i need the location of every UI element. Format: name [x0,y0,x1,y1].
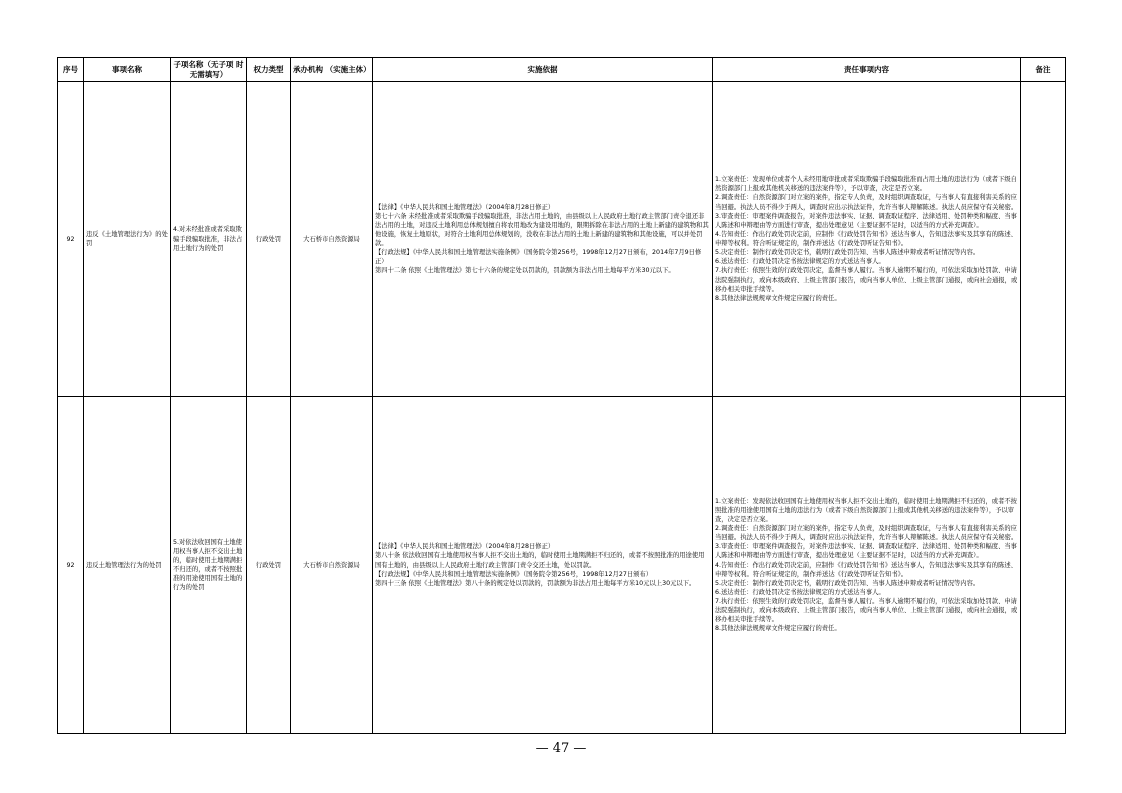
header-remarks: 备注 [1021,58,1066,82]
header-organization: 承办机构 （实施主体） [291,58,373,82]
row-power-type: 行政处罚 [247,82,291,397]
row-legal-basis: 【法律】《中华人民共和国土地管理法》（2004年8月28日修正） 第八十条 依法收回国有土地使用权当事人拒不交出土地的，临时使用土地期满拒不归还的，或者不按照批准的用途使用国有土地的，由县级以上人民政府土地行政主管部门责令交还土地，处以罚款。 【行政法规】《中华人民共和国土地管理法实施条例》（国务院令第256号，1998年12月27日颁布） 第四十三条 依照《土地管理法》第八十条的规定处以罚款的，罚款额为非法占用土地每平方米10元以上30元以下。 [373,397,713,734]
row-organization: 大石桥市自然资源局 [291,82,373,397]
row-responsibility: 1.立案责任：发现单位或者个人未经用地审批或者采取欺骗手段骗取批准而占用土地的违法行为（或者下级自然资源部门上报或其他机关移送的违法案件等），予以审查，决定是否立案。 2.调查责任：自然资源部门对立案的案件，指定专人负责，及时组织调查取证，与当事人有直接利害关系的应当回避。执法人员不得少于两人，调查时应出示执法证件，允许当事人辩解陈述。执法人员应保守有关秘密。 3.审查责任：审理案件调查报告，对案件违法事实、证据、调查取证程序、法律适用、处罚种类和幅度、当事人陈述和申辩理由等方面进行审查，提出处理意见（主要证据不足时，以适当的方式补充调查）。 4.告知责任：作出行政处罚决定前，应制作《行政处罚告知书》送达当事人，告知违法事实及其享有的陈述、申辩等权利。符合听证规定的，制作并送达《行政处罚听证告知书》。 5.决定责任：制作行政处罚决定书，载明行政处罚告知、当事人陈述申辩或者听证情况等内容。 6.送达责任：行政处罚决定书按法律规定的方式送达当事人。 7.执行责任：依照生效的行政处罚决定，监督当事人履行。当事人逾期不履行的，可依法采取加处罚款、申请法院强制执行，或向本级政府、上级主管部门报告，或向当事人单位、上级主管部门通报，或向社会通报，或移办相关审批手续等。 8.其他法律法规规章文件规定应履行的责任。 [713,82,1021,397]
row-sub-item-name: 4.对未经批准或者采取欺骗手段骗取批准，非法占用土地行为的处罚 [171,82,247,397]
header-sub-item-name: 子项名称（无子项 时无需填写） [171,58,247,82]
row-remarks [1021,397,1066,734]
power-list-table [57,57,1066,734]
table-row [58,397,1066,734]
page-number: — 47 — [535,741,587,756]
row-power-type: 行政处罚 [247,397,291,734]
header-legal-basis: 实施依据 [373,58,713,82]
row-index: 92 [58,82,84,397]
row-legal-basis: 【法律】《中华人民共和国土地管理法》（2004年8月28日修正） 第七十六条 未经批准或者采取欺骗手段骗取批准，非法占用土地的，由县级以上人民政府土地行政主管部门责令退还非法占用的土地，对违反土地利用总体规划擅自将农用地改为建设用地的，限期拆除在非法占用的土地上新建的建筑物和其他设施，恢复土地原状，对符合土地利用总体规划的，没收在非法占用的土地上新建的建筑物和其他设施，可以并处罚款。 【行政法规】《中华人民共和国土地管理法实施条例》（国务院令第256号，1998年12月27日颁布，2014年7月9日修正） 第四十二条 依照《土地管理法》第七十六条的规定处以罚款的，罚款额为非法占用土地每平方米30元以下。 [373,82,713,397]
row-index: 92 [58,397,84,734]
row-organization: 大石桥市自然资源局 [291,397,373,734]
row-item-name: 违反土地管理法行为的处罚 [84,397,171,734]
table-row [58,82,1066,397]
table-header-row [58,58,1066,82]
header-index: 序号 [58,58,84,82]
row-sub-item-name: 5.对依法收回国有土地使用权当事人拒不交出土地的，临时使用土地期满拒不归还的，或者不按照批准的用途使用国有土地的行为的处罚 [171,397,247,734]
row-item-name: 违反《土地管理法行为》的处罚 [84,82,171,397]
header-responsibility: 责任事项内容 [713,58,1021,82]
header-item-name: 事项名称 [84,58,171,82]
row-responsibility: 1.立案责任：发现依法收回国有土地使用权当事人拒不交出土地的，临时使用土地期满拒不归还的，或者不按照批准的用途使用国有土地的违法行为（或者下级自然资源部门上报或其他机关移送的违法案件等），予以审查，决定是否立案。 2.调查责任：自然资源部门对立案的案件，指定专人负责，及时组织调查取证，与当事人有直接利害关系的应当回避。执法人员不得少于两人，调查时应出示执法证件，允许当事人辩解陈述。执法人员应保守有关秘密。 3.审查责任：审理案件调查报告，对案件违法事实、证据、调查取证程序、法律适用、处罚种类和幅度、当事人陈述和申辩理由等方面进行审查，提出处理意见（主要证据不足时，以适当的方式补充调查）。 4.告知责任：作出行政处罚决定前，应制作《行政处罚告知书》送达当事人，告知违法事实及其享有的陈述、申辩等权利。符合听证规定的，制作并送达《行政处罚听证告知书》。 5.决定责任：制作行政处罚决定书，载明行政处罚告知、当事人陈述申辩或者听证情况等内容。 6.送达责任：行政处罚决定书按法律规定的方式送达当事人。 7.执行责任：依照生效的行政处罚决定，监督当事人履行。当事人逾期不履行的，可依法采取加处罚款、申请法院强制执行，或向本级政府、上级主管部门报告，或向当事人单位、上级主管部门通报，或向社会通报，或移办相关审批手续等。 8.其他法律法规规章文件规定应履行的责任。 [713,397,1021,734]
header-power-type: 权力类型 [247,58,291,82]
row-remarks [1021,82,1066,397]
